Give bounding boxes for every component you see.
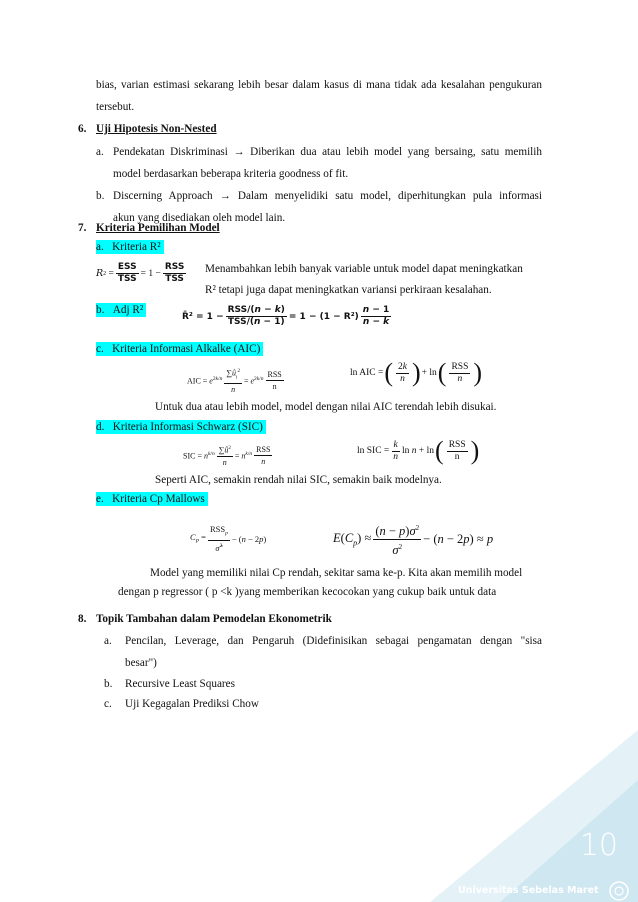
item-8b-marker: b.: [104, 678, 113, 690]
section-8-number: 8.: [78, 613, 87, 625]
item-7b-marker: b.: [96, 304, 105, 316]
aic-formula: AIC = $e^{2k/n}$ $\frac{\sum û_i^2}{n}$ = $e^{2k/n}$ $\frac{\text{RSS}}{n}$: [187, 366, 286, 395]
item-6b-marker: b.: [96, 190, 105, 202]
item-7d-marker: d.: [96, 421, 105, 433]
item-7a-label: Kriteria R²: [112, 241, 161, 253]
item-7e-text-2: dengan p regressor ( p <k )yang memberikan kecocokan yang cukup baik untuk data: [118, 586, 497, 598]
item-6a-line-1: Pendekatan Diskriminasi → Diberikan dua atau lebih model yang bersaing, satu memilih: [113, 146, 542, 158]
section-7-title: Kriteria Pemilihan Model: [96, 222, 220, 234]
item-7b-label: Adj R²: [112, 304, 144, 316]
item-6a-marker: a.: [96, 146, 104, 158]
item-7d-label: Kriteria Informasi Schwarz (SIC): [112, 421, 263, 433]
item-8a-marker: a.: [104, 635, 112, 647]
item-8b-text: Recursive Least Squares: [125, 678, 235, 690]
item-7a-text-1: Menambahkan lebih banyak variable untuk model dapat meningkatkan: [205, 263, 523, 275]
ln-aic-formula: ln AIC = ( $\frac{2k}{n}$ ) + ln ( $\frac{\text{RSS}}{n}$ ): [350, 358, 483, 387]
page-number: 10: [579, 828, 618, 863]
item-7c-text: Untuk dua atau lebih model, model dengan nilai AIC terendah lebih disukai.: [155, 401, 497, 413]
university-logo-icon: [608, 880, 630, 902]
item-7a-heading: [96, 240, 164, 254]
item-6b-line-2: akun yang disediakan oleh model lain.: [113, 212, 286, 224]
item-6a-line-2: model berdasarkan beberapa kriteria goodness of fit.: [113, 168, 349, 180]
cp-formula: $C_P$ = $\frac{RSS_p}{\sigmâ^2}$ − (n − 2p): [190, 524, 267, 553]
item-7e-label: Kriteria Cp Mallows: [112, 493, 205, 505]
item-8a-line-2: besar"): [125, 657, 157, 669]
item-7a-text-2: R² tetapi juga dapat meningkatkan variansi perkiraan kesalahan.: [205, 284, 492, 296]
intro-line-2: tersebut.: [96, 101, 135, 113]
sic-formula: SIC = $n^{k/n}$ $\frac{\sum û^2}{n}$ = $n^{k/n}$ $\frac{\text{RSS}}{n}$: [183, 444, 271, 467]
section-6-title: Uji Hipotesis Non-Nested: [96, 123, 217, 135]
item-8a-line-1: Pencilan, Leverage, dan Pengaruh (Didefinisikan sebagai pengamatan dengan "sisa: [125, 635, 542, 647]
expected-cp-formula: $E(C_p)$ ≈ $\frac{(n - p)\sigma^2}{\sigma^2}$ − (n − 2p) ≈ p: [333, 521, 493, 558]
item-6b-line-1: Discerning Approach → Dalam menyelidiki satu model, diperhitungkan pula informasi: [113, 190, 542, 202]
item-7e-heading: [96, 492, 208, 506]
item-7b-heading: [96, 303, 146, 317]
ln-sic-formula: ln SIC = $\frac{k}{n}$ ln n + ln ( $\frac{\text{RSS}}{n}$ ): [357, 436, 480, 465]
section-8-title: Topik Tambahan dalam Pemodelan Ekonometrik: [96, 613, 332, 625]
item-7e-marker: e.: [96, 493, 104, 505]
item-8c-text: Uji Kegagalan Prediksi Chow: [125, 698, 259, 710]
item-7c-marker: c.: [96, 343, 104, 355]
item-7e-text-1: Model yang memiliki nilai Cp rendah, sekitar sama ke-p. Kita akan memilih model: [150, 567, 523, 579]
intro-line-1: bias, varian estimasi sekarang lebih besar dalam kasus di mana tidak ada kesalahan pengukuran: [96, 79, 542, 91]
item-7c-label: Kriteria Informasi Alkalke (AIC): [112, 343, 261, 355]
item-7a-marker: a.: [96, 241, 104, 253]
item-7d-heading: [96, 420, 266, 434]
university-footer: Universitas Sebelas Maret: [458, 885, 599, 896]
item-8c-marker: c.: [104, 698, 112, 710]
section-6-number: 6.: [78, 123, 87, 135]
section-7-number: 7.: [78, 222, 87, 234]
item-7c-heading: [96, 342, 263, 356]
item-7d-text: Seperti AIC, semakin rendah nilai SIC, semakin baik modelnya.: [155, 474, 442, 486]
r2-formula: R 2 = $\frac{\text{ESS}}{\text{TSS}}$ = 1 − $\frac{\text{RSS}}{\text{TSS}}$: [96, 262, 185, 284]
adj-r2-formula: R̄² = 1 − $\frac{\text{RSS/(n − k)}}{\text{TSS/(n − 1)}}$ = 1 − (1 − R²) $\frac{n - 1}{n - k}$: [182, 305, 390, 327]
